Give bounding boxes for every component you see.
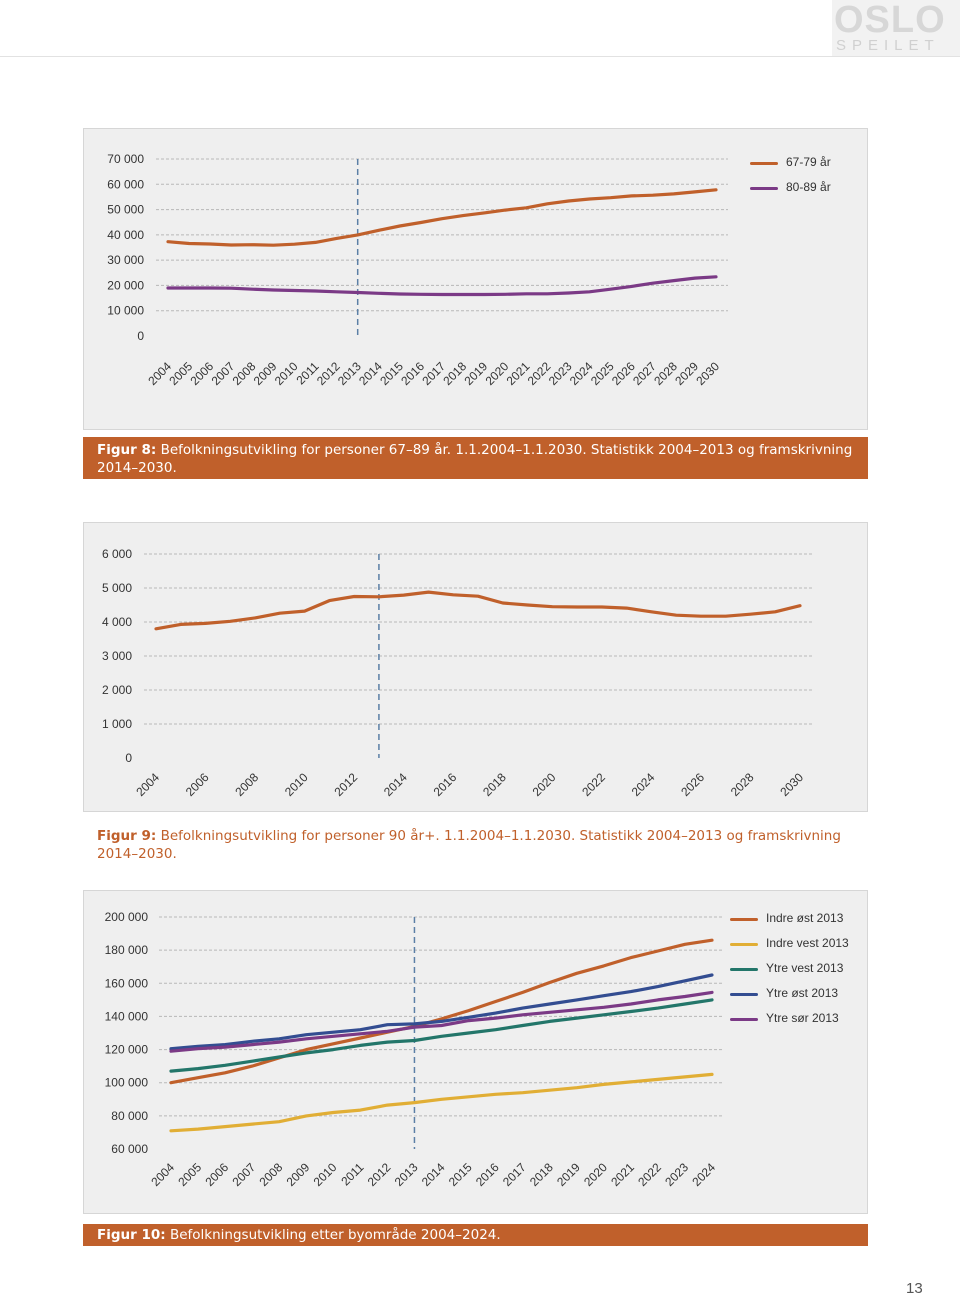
y-tick-label: 2 000	[101, 683, 132, 697]
x-tick-label: 2028	[727, 770, 757, 800]
x-tick-label: 2021	[503, 359, 533, 389]
x-tick-label: 2004	[133, 770, 163, 800]
x-tick-label: 2014	[356, 359, 385, 389]
y-tick-label: 4 000	[101, 615, 132, 629]
figure-9-chart-panel	[83, 522, 868, 812]
figure-9-chart	[84, 523, 869, 813]
x-tick-label: 2024	[689, 1160, 719, 1190]
x-tick-label: 2027	[630, 359, 659, 389]
x-tick-label: 2013	[335, 359, 364, 389]
x-tick-label: 2026	[609, 359, 638, 389]
legend-swatch	[730, 993, 758, 996]
y-tick-label: 200 000	[104, 910, 148, 924]
legend-label: Indre vest 2013	[766, 936, 849, 950]
legend-label: 67-79 år	[786, 155, 831, 169]
series-line	[168, 190, 716, 245]
x-tick-label: 2008	[229, 359, 259, 389]
x-tick-label: 2010	[271, 359, 301, 389]
x-tick-label: 2022	[579, 770, 608, 800]
x-tick-label: 2009	[250, 359, 280, 389]
legend-label: Ytre vest 2013	[766, 961, 844, 975]
x-tick-label: 2030	[777, 770, 807, 800]
y-tick-label: 60 000	[111, 1142, 148, 1156]
x-tick-label: 2005	[166, 359, 196, 389]
caption-label: Figur 10:	[97, 1227, 166, 1243]
legend-label: Ytre sør 2013	[766, 1011, 839, 1025]
y-tick-label: 0	[137, 329, 144, 343]
x-tick-label: 2013	[391, 1160, 421, 1190]
x-tick-label: 2016	[472, 1160, 502, 1190]
caption-text: Befolkningsutvikling etter byområde 2004–2024.	[169, 1227, 501, 1243]
y-tick-label: 30 000	[107, 253, 144, 268]
y-tick-label: 10 000	[107, 303, 144, 318]
x-tick-label: 2016	[430, 770, 460, 800]
x-tick-label: 2007	[208, 359, 238, 389]
x-tick-label: 2015	[445, 1160, 475, 1190]
x-tick-label: 2021	[608, 1160, 637, 1190]
y-tick-label: 180 000	[104, 943, 148, 958]
x-tick-label: 2018	[527, 1160, 556, 1190]
x-tick-label: 2017	[419, 359, 449, 389]
x-tick-label: 2028	[651, 359, 680, 389]
y-tick-label: 60 000	[107, 177, 144, 192]
figure-9-caption	[83, 825, 868, 862]
header-divider	[0, 56, 960, 57]
x-tick-label: 2012	[331, 770, 361, 800]
legend-label: Indre øst 2013	[766, 911, 844, 925]
legend-swatch	[730, 968, 758, 971]
y-tick-label: 0	[125, 751, 132, 765]
x-tick-label: 2018	[480, 770, 509, 800]
x-tick-label: 2015	[377, 359, 406, 389]
brand-name: OSLO	[834, 0, 946, 41]
x-tick-label: 2008	[256, 1160, 286, 1190]
x-tick-label: 2024	[566, 359, 596, 389]
y-tick-label: 6 000	[101, 547, 132, 561]
x-tick-label: 2006	[187, 359, 217, 389]
legend-swatch	[730, 943, 758, 946]
x-tick-label: 2019	[554, 1160, 583, 1190]
x-tick-label: 2012	[313, 359, 343, 389]
x-tick-label: 2010	[310, 1160, 340, 1190]
x-tick-label: 2020	[529, 770, 559, 800]
y-tick-label: 100 000	[104, 1075, 148, 1090]
x-tick-label: 2005	[175, 1160, 205, 1190]
x-tick-label: 2020	[482, 359, 512, 389]
legend-swatch	[730, 1018, 758, 1021]
y-tick-label: 5 000	[101, 581, 132, 595]
x-tick-label: 2012	[364, 1160, 394, 1190]
x-tick-label: 2023	[662, 1160, 692, 1190]
x-tick-label: 2022	[524, 359, 554, 389]
y-tick-label: 80 000	[111, 1108, 148, 1123]
y-tick-label: 70 000	[107, 152, 144, 166]
x-tick-label: 2029	[672, 359, 702, 389]
figure-8-chart	[84, 129, 869, 431]
series-line	[156, 592, 800, 629]
y-tick-label: 120 000	[104, 1042, 148, 1057]
x-tick-label: 2006	[182, 770, 212, 800]
x-tick-label: 2006	[202, 1160, 232, 1190]
x-tick-label: 2023	[545, 359, 575, 389]
x-tick-label: 2007	[229, 1160, 259, 1190]
x-tick-label: 2011	[293, 359, 322, 388]
caption-text: Befolkningsutvikling for personer 67–89 år. 1.1.2004–1.1.2030. Statistikk 2004–2013 og framskrivning 2014–2030.	[97, 442, 853, 476]
x-tick-label: 2016	[398, 359, 428, 389]
x-tick-label: 2022	[635, 1160, 665, 1190]
caption-label: Figur 8:	[97, 442, 157, 458]
x-tick-label: 2009	[283, 1160, 313, 1190]
x-tick-label: 2004	[145, 359, 175, 389]
caption-label: Figur 9:	[97, 828, 157, 844]
x-tick-label: 2011	[338, 1160, 367, 1189]
x-tick-label: 2020	[581, 1160, 610, 1190]
x-tick-label: 2017	[499, 1160, 529, 1190]
figure-10-chart-panel	[83, 890, 868, 1214]
x-tick-label: 2024	[628, 770, 658, 800]
figure-8-chart-panel	[83, 128, 868, 430]
y-tick-label: 160 000	[104, 976, 148, 991]
y-tick-label: 140 000	[104, 1009, 148, 1024]
legend-swatch	[730, 918, 758, 921]
x-tick-label: 2010	[281, 770, 311, 800]
x-tick-label: 2025	[587, 359, 617, 389]
brand-logo	[826, 0, 960, 56]
y-tick-label: 1 000	[101, 717, 132, 731]
x-tick-label: 2004	[148, 1160, 178, 1190]
x-tick-label: 2014	[381, 770, 410, 800]
brand-subtitle: SPEILET	[836, 37, 940, 54]
y-tick-label: 50 000	[107, 202, 144, 217]
figure-10-chart	[84, 891, 869, 1215]
series-line	[171, 1000, 712, 1071]
x-tick-label: 2018	[440, 359, 470, 389]
legend-label: 80-89 år	[786, 180, 831, 194]
caption-text: Befolkningsutvikling for personer 90 år+. 1.1.2004–1.1.2030. Statistikk 2004–2013 og framskrivning 2014–2030.	[97, 828, 841, 862]
legend-swatch	[750, 162, 778, 165]
legend-label: Ytre øst 2013	[766, 986, 839, 1000]
x-tick-label: 2030	[693, 359, 723, 389]
page-number: 13	[906, 1280, 923, 1297]
figure-10-caption	[83, 1224, 868, 1246]
y-tick-label: 3 000	[101, 649, 132, 663]
x-tick-label: 2008	[232, 770, 262, 800]
x-tick-label: 2014	[418, 1160, 448, 1190]
figure-8-caption	[83, 437, 868, 479]
y-tick-label: 20 000	[107, 278, 144, 293]
y-tick-label: 40 000	[107, 227, 144, 242]
x-tick-label: 2019	[461, 359, 491, 389]
legend-swatch	[750, 187, 778, 190]
x-tick-label: 2026	[678, 770, 708, 800]
